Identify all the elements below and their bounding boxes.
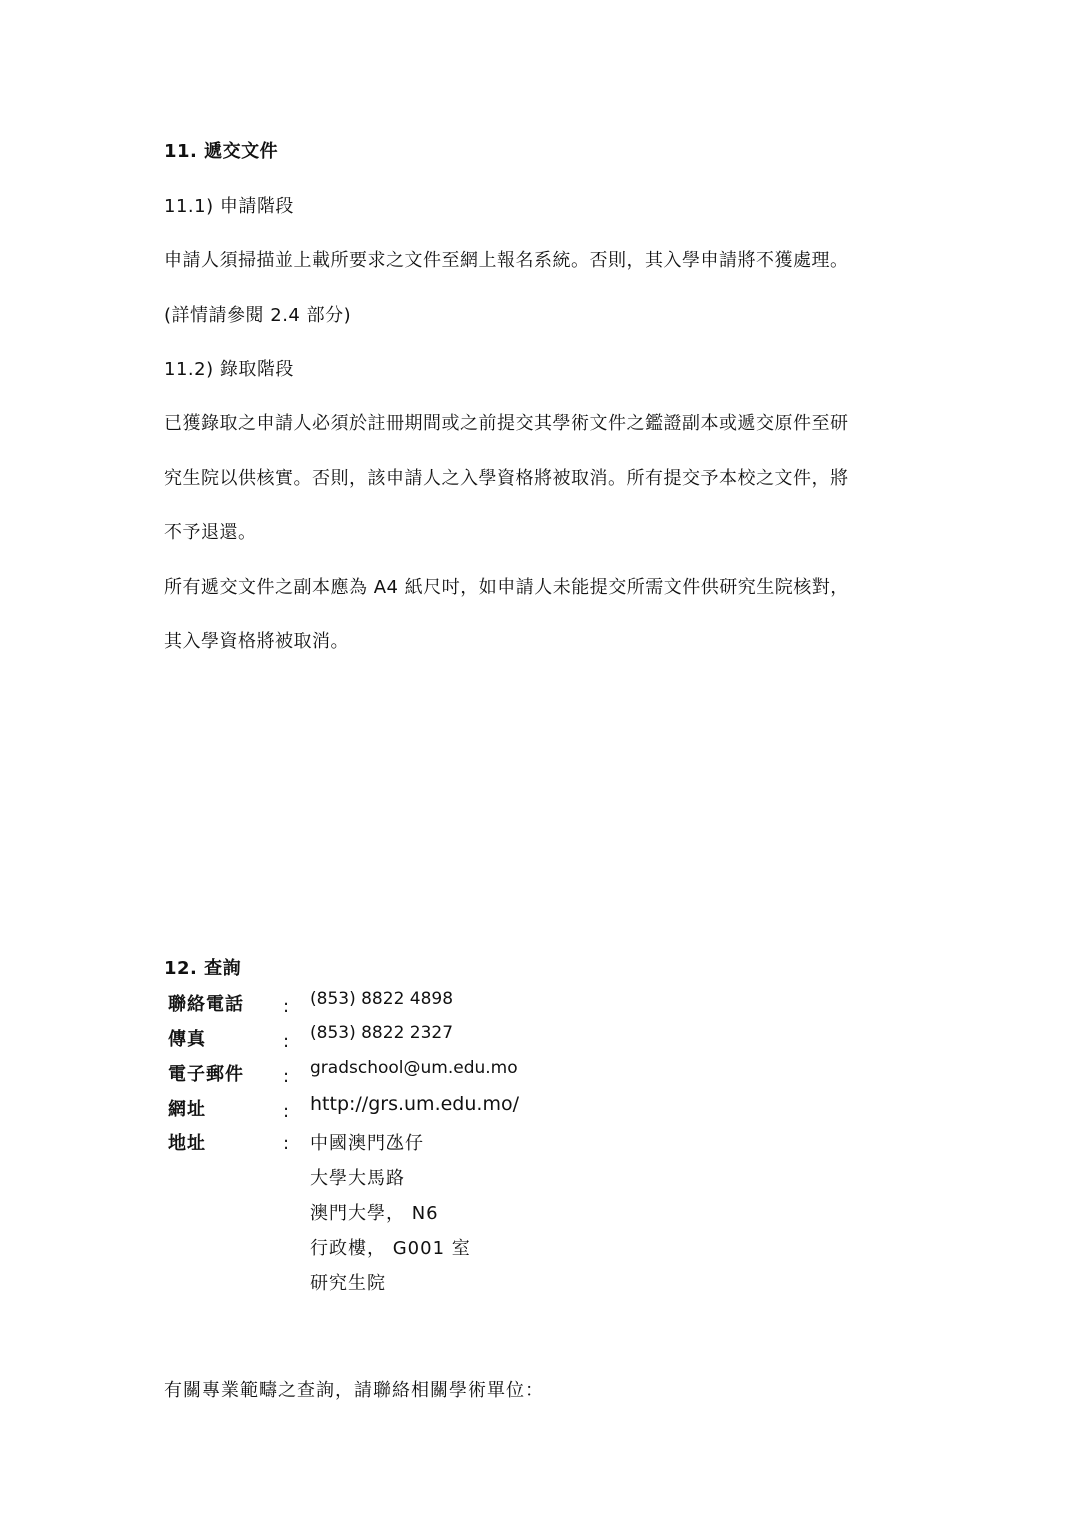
contact-label: 電子郵件 bbox=[168, 1064, 244, 1085]
section-12-heading: 12. 查詢 bbox=[164, 958, 242, 979]
address-line-1: 中國澳門氹仔 bbox=[310, 1133, 424, 1154]
contact-email-link[interactable]: gradschool@um.edu.mo bbox=[310, 1058, 518, 1078]
subsection-11-1-note: (詳情請參閱 2.4 部分) bbox=[164, 305, 352, 326]
address-line-5: 研究生院 bbox=[310, 1273, 386, 1294]
contact-colon: : bbox=[283, 1133, 290, 1154]
contact-colon: : bbox=[283, 1066, 290, 1087]
address-line-4: 行政樓， G001 室 bbox=[310, 1238, 471, 1259]
address-line-2: 大學大馬路 bbox=[310, 1168, 405, 1189]
subsection-11-1-title: 11.1) 申請階段 bbox=[164, 196, 294, 217]
subsection-11-2-paragraph-line-2: 究生院以供核實。否則，該申請人之入學資格將被取消。所有提交予本校之文件，將 bbox=[164, 468, 849, 489]
subsection-11-2-paragraph2-line-2: 其入學資格將被取消。 bbox=[164, 631, 349, 652]
contact-label: 聯絡電話 bbox=[168, 994, 244, 1015]
subsection-11-2-title: 11.2) 錄取階段 bbox=[164, 359, 294, 380]
contact-colon: : bbox=[283, 996, 290, 1017]
section-11-heading: 11. 遞交文件 bbox=[164, 141, 279, 162]
subsection-11-1-paragraph: 申請人須掃描並上載所要求之文件至網上報名系統。否則，其入學申請將不獲處理。 bbox=[164, 250, 849, 271]
contact-colon: : bbox=[283, 1101, 290, 1122]
contact-label: 網址 bbox=[168, 1099, 206, 1120]
contact-fax-value: (853) 8822 2327 bbox=[310, 1023, 454, 1043]
contact-website-link[interactable]: http://grs.um.edu.mo/ bbox=[310, 1093, 519, 1115]
contact-colon: : bbox=[283, 1031, 290, 1052]
contact-label: 地址 bbox=[168, 1133, 206, 1154]
subsection-11-2-paragraph-line-3: 不予退還。 bbox=[164, 522, 257, 543]
contact-label: 傳真 bbox=[168, 1029, 206, 1050]
academic-units-note: 有關專業範疇之查詢，請聯絡相關學術單位： bbox=[164, 1380, 544, 1401]
subsection-11-2-paragraph-line-1: 已獲錄取之申請人必須於註冊期間或之前提交其學術文件之鑑證副本或遞交原件至研 bbox=[164, 413, 849, 434]
subsection-11-2-paragraph2-line-1: 所有遞交文件之副本應為 A4 紙尺吋，如申請人未能提交所需文件供研究生院核對， bbox=[164, 577, 849, 598]
contact-phone-value: (853) 8822 4898 bbox=[310, 989, 454, 1009]
address-line-3: 澳門大學， N6 bbox=[310, 1203, 439, 1224]
